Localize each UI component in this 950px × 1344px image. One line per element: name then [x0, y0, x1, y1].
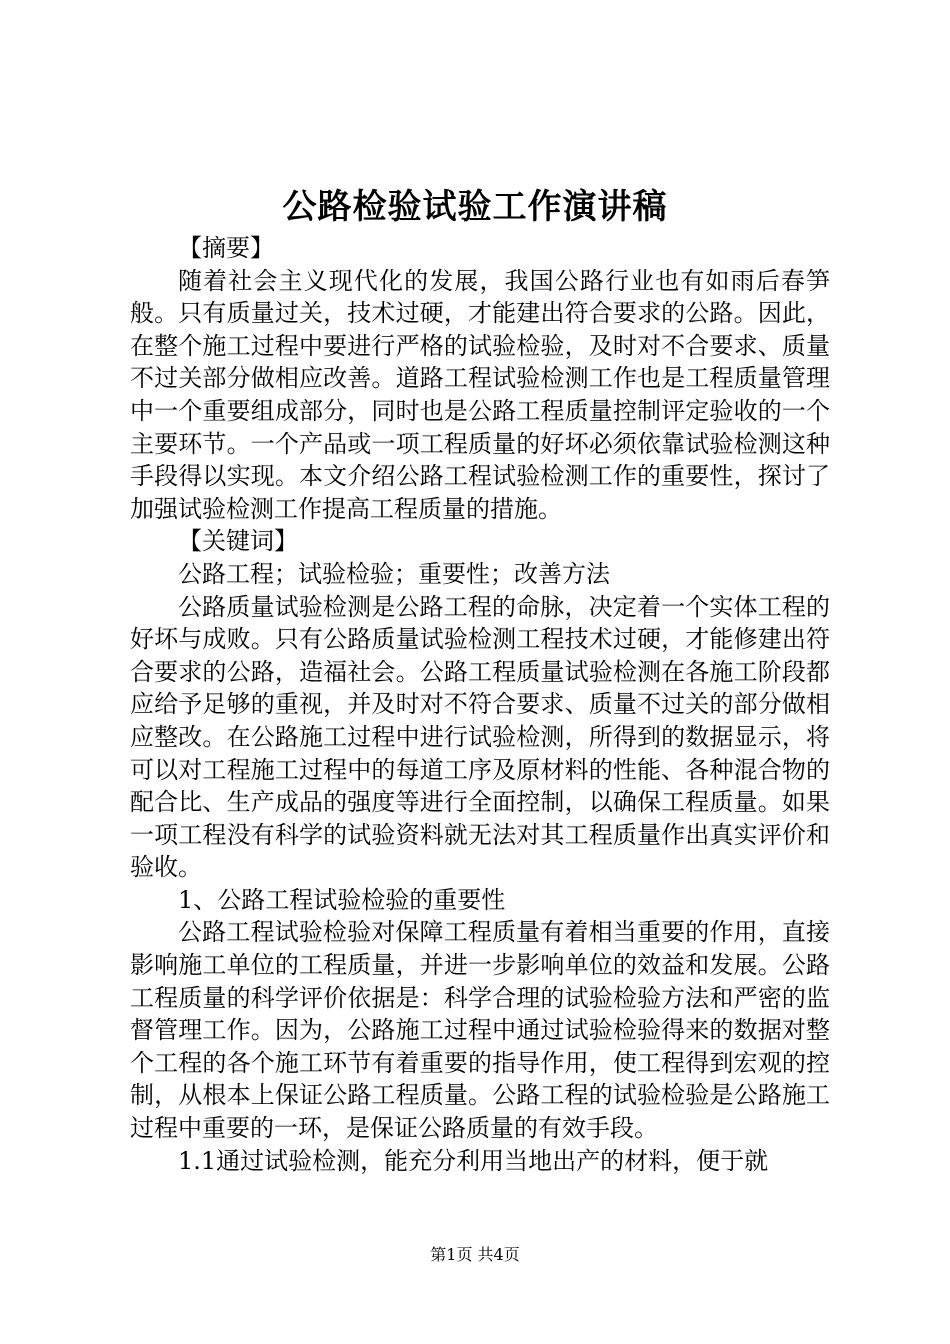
abstract-paragraph: 随着社会主义现代化的发展，我国公路行业也有如雨后春笋般。只有质量过关，技术过硬，才能建出符合要求的公路。因此，在整个施工过程中要进行严格的试验检验，及时对不合要求、质量不过关部分做相应改善。道路工程试验检测工作也是工程质量管理中一个重要组成部分，同时也是公路工程质量控制评定验收的一个主要环节。一个产品或一项工程质量的好坏必须依靠试验检测这种手段得以实现。本文介绍公路工程试验检测工作的重要性，探讨了加强试验检测工作提高工程质量的措施。: [130, 266, 830, 523]
section-1-paragraph: 公路工程试验检验对保障工程质量有着相当重要的作用，直接影响施工单位的工程质量，并进一步影响单位的效益和发展。公路工程质量的科学评价依据是：科学合理的试验检验方法和严密的监督管理工作。因为，公路施工过程中通过试验检验得来的数据对整个工程的各个施工环节有着重要的指导作用，使工程得到宏观的控制，从根本上保证公路工程质量。公路工程的试验检验是公路施工过程中重要的一环，是保证公路质量的有效手段。: [130, 918, 830, 1143]
subsection-1-1-paragraph: 1.1通过试验检测，能充分利用当地出产的材料，便于就: [178, 1146, 769, 1175]
keywords-heading: 【关键词】: [178, 527, 298, 556]
document-body: [130, 232, 830, 1177]
abstract-heading: 【摘要】: [178, 234, 274, 262]
page-footer: 第1页 共4页: [430, 1245, 520, 1264]
section-heading-1: 1、公路工程试验检验的重要性: [178, 885, 506, 914]
intro-paragraph: 公路质量试验检测是公路工程的命脉，决定着一个实体工程的好坏与成败。只有公路质量试验检测工程技术过硬，才能修建出符合要求的公路，造福社会。公路工程质量试验检测在各施工阶段都应给予足够的重视，并及时对不符合要求、质量不过关的部分做相应整改。在公路施工过程中进行试验检测，所得到的数据显示，将可以对工程施工过程中的每道工序及原材料的性能、各种混合物的配合比、生产成品的强度等进行全面控制，以确保工程质量。如果一项工程没有科学的试验资料就无法对其工程质量作出真实评价和验收。: [130, 592, 830, 882]
keywords-paragraph: 公路工程；试验检验；重要性；改善方法: [178, 559, 610, 588]
document-title: 公路检验试验工作演讲稿: [282, 187, 668, 227]
